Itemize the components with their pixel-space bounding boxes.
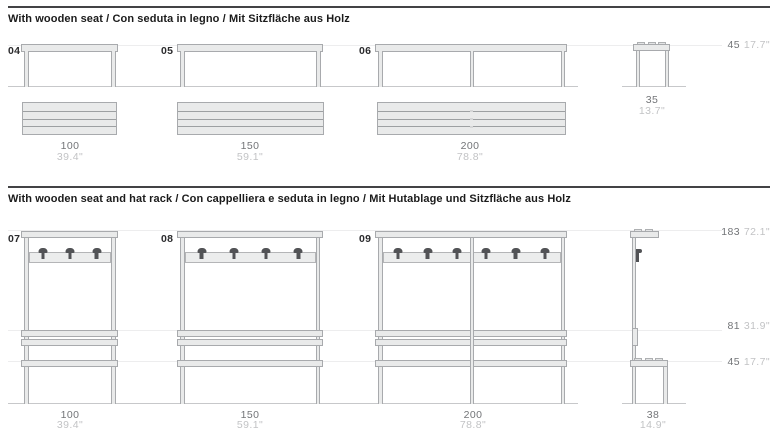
- dim-width-in: 78.8": [456, 150, 484, 163]
- coat-hook-stem: [484, 253, 488, 259]
- dim-width-in: 59.1": [236, 150, 264, 163]
- hook-rail: [185, 252, 316, 263]
- coat-hook-stem: [514, 253, 518, 259]
- ground-line: [622, 86, 686, 87]
- coat-hook-icon: [197, 248, 206, 260]
- dim-width-in: 78.8": [459, 419, 487, 431]
- item-07-label: 07: [8, 233, 21, 245]
- side-hook-icon: [636, 249, 642, 262]
- section2-title: With wooden seat and hat rack / Con cappelliera e seduta in legno / Mit Hutablage und Sitzfläche aus Holz: [8, 192, 571, 205]
- dim-width-cm: 200: [460, 140, 480, 152]
- plan-view-100: [22, 102, 117, 135]
- dim-seat-height-cm: 45: [727, 356, 740, 368]
- leg: [180, 51, 185, 87]
- dim-width-in: 59.1": [236, 419, 264, 431]
- side-post: [632, 238, 637, 404]
- post: [561, 238, 566, 404]
- item-09-label: 09: [359, 233, 372, 245]
- coat-hook-stem: [297, 253, 301, 259]
- coat-hook-stem: [41, 253, 45, 259]
- dim-depth-in: 13.7": [638, 105, 666, 117]
- coat-hook-stem: [95, 253, 99, 259]
- dim-width-in: 39.4": [56, 150, 84, 163]
- leg: [378, 51, 383, 87]
- coat-hook-icon: [65, 248, 74, 260]
- joint-tick: [470, 126, 473, 128]
- coat-hook-icon: [540, 248, 549, 260]
- coat-hook-stem: [396, 253, 400, 259]
- coat-hook-icon: [423, 248, 432, 260]
- coat-hook-icon: [294, 248, 303, 260]
- dim-rack-height-cm: 81: [727, 320, 740, 332]
- dim-seat-height-in: 17.7": [743, 356, 770, 368]
- section1-title: With wooden seat / Con seduta in legno / Mit Sitzfläche aus Holz: [8, 13, 350, 25]
- slat-divider: [178, 111, 323, 112]
- slat-divider: [23, 119, 116, 120]
- coat-hook-stem: [232, 253, 236, 259]
- dim-depth-in: 14.9": [639, 419, 667, 431]
- seat-bar: [21, 44, 118, 52]
- item-08-label: 08: [161, 233, 174, 245]
- leg: [665, 51, 669, 87]
- back-rail: [21, 330, 118, 337]
- leg: [316, 51, 321, 87]
- center-post: [470, 238, 475, 404]
- slat-divider: [178, 126, 323, 127]
- side-seat: [630, 360, 668, 367]
- post: [111, 238, 116, 404]
- joint-tick: [470, 110, 473, 112]
- hat-rack-shelf: [177, 231, 323, 238]
- item-04-label: 04: [8, 45, 21, 57]
- coat-hook-icon: [394, 248, 403, 260]
- coat-hook-icon: [92, 248, 101, 260]
- coat-hook-stem: [543, 253, 547, 259]
- back-rail: [177, 330, 323, 337]
- dim-width-cm: 150: [240, 140, 260, 152]
- back-rail: [177, 339, 323, 346]
- side-rail-bracket: [632, 328, 638, 346]
- ground-line: [8, 86, 578, 87]
- hook-rail: [29, 252, 112, 263]
- dim-width-in: 39.4": [56, 419, 84, 431]
- post: [316, 238, 321, 404]
- ground-line: [8, 403, 578, 404]
- plan-view-200: [377, 102, 566, 135]
- dim-total-height-in: 72.1": [743, 226, 770, 238]
- side-hook-cap: [636, 249, 642, 253]
- item-06-label: 06: [359, 45, 372, 57]
- coat-hook-icon: [452, 248, 461, 260]
- slat-divider: [178, 119, 323, 120]
- dim-width-cm: 100: [60, 140, 80, 152]
- side-seat: [633, 44, 670, 52]
- leg: [636, 51, 640, 87]
- coat-hook-stem: [200, 253, 204, 259]
- coat-hook-icon: [511, 248, 520, 260]
- dim-depth-cm: 38: [646, 408, 660, 421]
- coat-hook-icon: [262, 248, 271, 260]
- leg: [663, 367, 668, 404]
- section2-rule: [8, 186, 770, 188]
- dim-total-height-cm: 183: [721, 226, 740, 238]
- slat-divider: [23, 111, 116, 112]
- coat-hook-stem: [455, 253, 459, 259]
- leg: [24, 51, 29, 87]
- seat-bar: [177, 44, 323, 52]
- coat-hook-stem: [68, 253, 72, 259]
- slat-divider: [23, 126, 116, 127]
- leg: [111, 51, 116, 87]
- dim-depth-cm: 35: [645, 94, 659, 106]
- item-05-label: 05: [161, 45, 174, 57]
- dim-rack-height-in: 31.9": [743, 320, 770, 332]
- coat-hook-icon: [38, 248, 47, 260]
- back-rail: [21, 339, 118, 346]
- seat-bar: [21, 360, 118, 367]
- coat-hook-icon: [229, 248, 238, 260]
- leg: [561, 51, 566, 87]
- dim-height-in: 17.7": [743, 39, 770, 51]
- hat-rack-shelf: [21, 231, 118, 238]
- dim-height-cm: 45: [727, 39, 740, 51]
- seat-bar: [177, 360, 323, 367]
- coat-hook-stem: [426, 253, 430, 259]
- dim-width-cm: 150: [240, 408, 260, 421]
- dim-width-cm: 200: [463, 408, 483, 421]
- dim-width-cm: 100: [60, 408, 80, 421]
- joint-tick: [470, 118, 473, 120]
- plan-view-150: [177, 102, 324, 135]
- coat-hook-stem: [264, 253, 268, 259]
- leg: [470, 51, 475, 87]
- section1-rule: [8, 6, 770, 8]
- coat-hook-icon: [482, 248, 491, 260]
